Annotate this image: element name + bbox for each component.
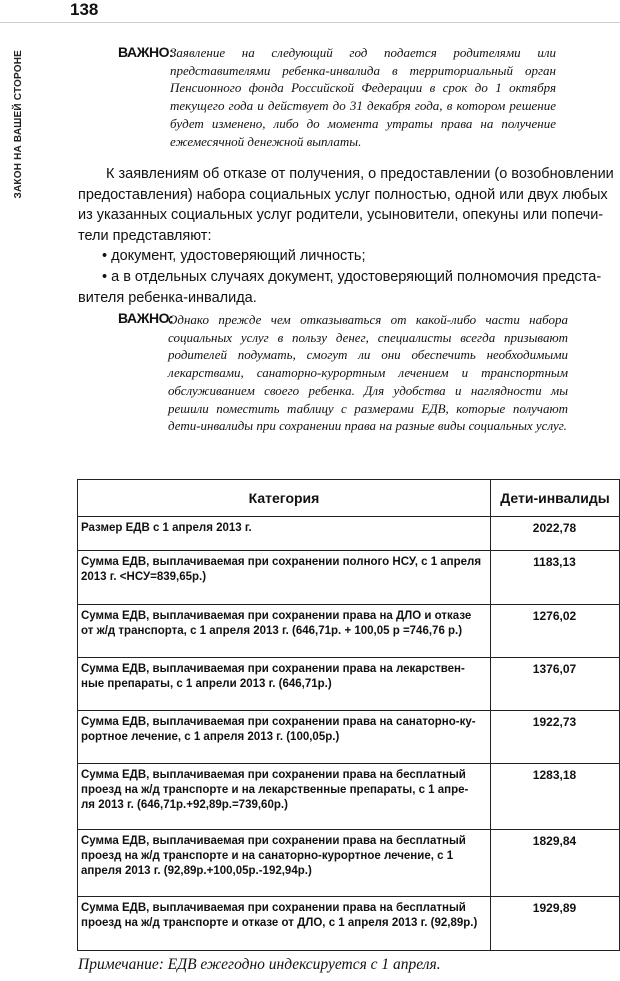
header-rule: [0, 22, 620, 23]
table-row: [78, 605, 620, 658]
category-cell: Сумма ЕДВ, выплачиваемая при сохранении полного НСУ, с 1 апреля 2013 г. <НСУ=839,65р.): [78, 551, 491, 605]
table-row: [78, 658, 620, 711]
value-cell: 1829,84: [491, 830, 620, 897]
table-row: [78, 830, 620, 897]
value-cell: 1922,73: [491, 711, 620, 764]
important-label: ВАЖНО:: [118, 44, 174, 60]
footnote: Примечание: ЕДВ ежегодно индексируется с 1 апреля.: [78, 956, 441, 973]
value-cell: 1929,89: [491, 897, 620, 951]
category-cell: Сумма ЕДВ, выплачиваемая при сохранении права на лекарствен- ные препараты, с 1 апрели 2013 г. (646,71р.): [78, 658, 491, 711]
table-header-row: [78, 480, 620, 517]
value-cell: 1276,02: [491, 605, 620, 658]
value-cell: 1376,07: [491, 658, 620, 711]
value-cell: 2022,78: [491, 517, 620, 551]
column-header-children: Дети-инвалиды: [491, 480, 620, 517]
category-cell: Сумма ЕДВ, выплачиваемая при сохранении права на бесплатный проезд на ж/д транспорте и на санаторно-курортное лечение, с 1 апреля 2013 г. (92,89р.+100,05р.-192,94р.): [78, 830, 491, 897]
category-cell: Сумма ЕДВ, выплачиваемая при сохранении права на ДЛО и отказе от ж/д транспорта, с 1 апреля 2013 г. (646,71р. + 100,05 р =746,76 р.): [78, 605, 491, 658]
important-label: ВАЖНО:: [118, 310, 174, 326]
category-cell: Сумма ЕДВ, выплачиваемая при сохранении права на санаторно-ку- рортное лечение, с 1 апреля 2013 г. (100,05р.): [78, 711, 491, 764]
table-row: [78, 764, 620, 830]
important-note-text: Заявление на следующий год подается родителями или представителями ребенка-инвалида в территориальный орган Пенсионного фонда Российской Федерации в срок до 1 октября текущего года и действует до 31 декабря года, в котором решение будет изменено, либо до момента утраты права на получение ежемесячной денежной выплаты.: [170, 45, 557, 149]
table-row: [78, 711, 620, 764]
category-cell: Размер ЕДВ с 1 апреля 2013 г.: [78, 517, 491, 551]
side-running-title-text: ЗАКОН НА ВАШЕЙ СТОРОНЕ: [12, 49, 24, 199]
important-note-2: [118, 310, 568, 460]
edv-table: [77, 479, 620, 951]
value-cell: 1183,13: [491, 551, 620, 605]
bullet-item: • а в отдельных случаях документ, удостоверяющий полномочия предста-: [102, 268, 602, 285]
table-row: [78, 551, 620, 605]
body-paragraph: К заявлениям об отказе от получения, о предоставлении (о возобновлении предоставления) набора социальных услуг полностью, одной или двух любых из указанных социальных услуг родители, усыновители, опекуны или попечи- тели представляют:: [78, 166, 614, 244]
table-row: [78, 517, 620, 551]
table-row: [78, 897, 620, 951]
value-cell: 1283,18: [491, 764, 620, 830]
important-note-text: Однако прежде чем отказываться от какой-либо части набора социальных услуг в пользу денег, специалисты всегда призывают родителей подумать, смогут ли они обеспечить необходимыми лекарствами, санаторно-курортным лечением и транспортным обслуживанием своего ребенка. Для удобства и наглядности мы решили поместить таблицу с размерами ЕДВ, которые получают дети-инвалиды при сохранении права на разные виды социальных услуг.: [168, 312, 569, 434]
column-header-category: Категория: [78, 480, 491, 517]
category-cell: Сумма ЕДВ, выплачиваемая при сохранении права на бесплатный проезд на ж/д транспорте и отказе от ДЛО, с 1 апреля 2013 г. (92,89р.): [78, 897, 491, 951]
bullet-item: • документ, удостоверяющий личность;: [102, 248, 366, 265]
bullet-item-continuation: вителя ребенка-инвалида.: [78, 289, 257, 306]
body-text: [78, 164, 620, 308]
category-cell: Сумма ЕДВ, выплачиваемая при сохранении права на бесплатный проезд на ж/д транспорте и на лекарственные препараты, с 1 апре- ля 2013 г. (646,71р.+92,89р.=739,60р.): [78, 764, 491, 830]
side-running-title: [4, 48, 32, 200]
important-note-1: [118, 44, 558, 162]
page-number: 138: [70, 0, 99, 19]
